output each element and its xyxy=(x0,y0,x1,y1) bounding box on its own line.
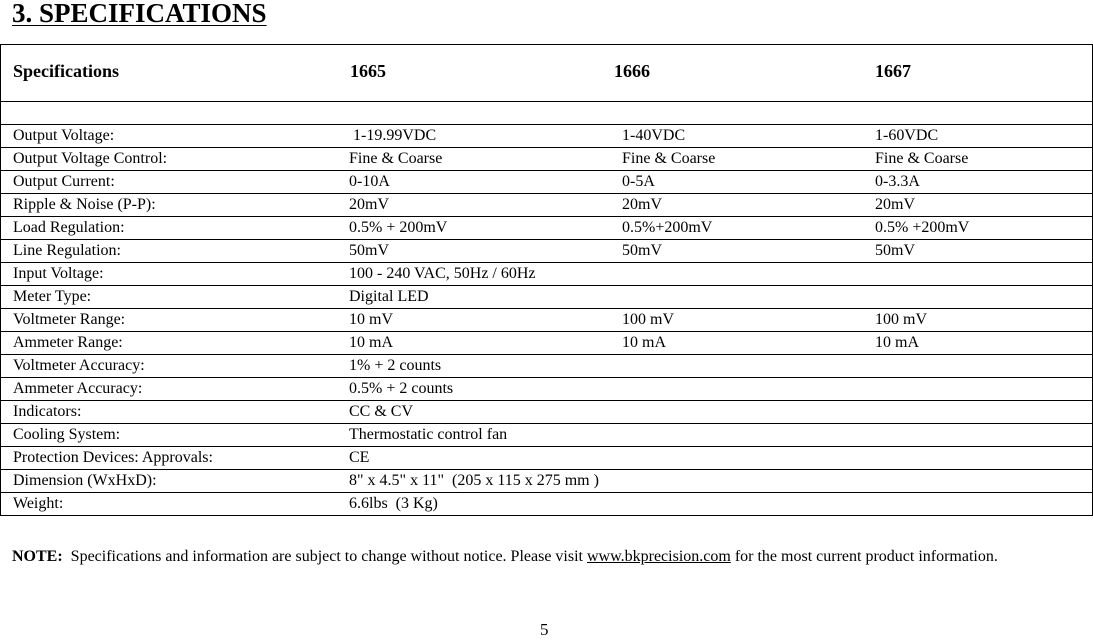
header-model-1667: 1667 xyxy=(875,61,911,81)
table-row xyxy=(1,240,1092,263)
spec-value: 20mV xyxy=(875,196,915,213)
header-model-1666: 1666 xyxy=(614,61,650,81)
table-row xyxy=(1,401,1092,424)
spec-value: 0-3.3A xyxy=(875,173,920,190)
note-text-after: for the most current product information. xyxy=(730,548,998,565)
note-text-before: Specifications and information are subject to change without notice. Please visit xyxy=(62,548,587,565)
spec-value: 1-40VDC xyxy=(622,127,686,144)
spec-label: Cooling System: xyxy=(13,426,121,443)
spec-value: 10 mV xyxy=(349,311,393,328)
note-label: NOTE: xyxy=(12,548,63,565)
spec-label: Line Regulation: xyxy=(13,242,121,259)
spec-label: Load Regulation: xyxy=(13,219,125,236)
spec-value: 50mV xyxy=(875,242,915,259)
spec-value: 0.5% + 200mV xyxy=(349,219,448,236)
spec-value: Fine & Coarse xyxy=(875,150,969,167)
table-row xyxy=(1,378,1092,401)
spec-value: CC & CV xyxy=(349,403,414,420)
bkprecision-link[interactable]: www.bkprecision.com xyxy=(586,548,731,565)
spec-value: 1-60VDC xyxy=(875,127,939,144)
spec-value: 0-10A xyxy=(349,173,390,190)
table-row xyxy=(1,263,1092,286)
table-body xyxy=(1,125,1092,515)
spec-value: 1% + 2 counts xyxy=(349,357,442,374)
spec-label: Ammeter Accuracy: xyxy=(13,380,143,397)
spec-label: Voltmeter Range: xyxy=(13,311,126,328)
spec-label: Output Voltage: xyxy=(13,127,115,144)
table-row xyxy=(1,125,1092,148)
spec-label: Dimension (WxHxD): xyxy=(13,472,157,489)
table-row xyxy=(1,148,1092,171)
spec-label: Ammeter Range: xyxy=(13,334,123,351)
spec-value: Digital LED xyxy=(349,288,429,305)
spec-value: 1-19.99VDC xyxy=(349,127,437,144)
spec-value: 100 - 240 VAC, 50Hz / 60Hz xyxy=(349,265,536,282)
spec-value: 50mV xyxy=(622,242,662,259)
spec-value: 8" x 4.5" x 11" (205 x 115 x 275 mm ) xyxy=(349,472,599,489)
spec-label: Weight: xyxy=(13,495,64,512)
spec-value: Thermostatic control fan xyxy=(349,426,508,443)
spec-value: 10 mA xyxy=(349,334,393,351)
table-row xyxy=(1,171,1092,194)
section-heading: 3. SPECIFICATIONS xyxy=(12,0,267,28)
page-number: 5 xyxy=(540,620,549,639)
spec-label: Output Voltage Control: xyxy=(13,150,168,167)
table-row xyxy=(1,309,1092,332)
table-row xyxy=(1,447,1092,470)
spec-value: 0.5%+200mV xyxy=(622,219,713,236)
spec-value: 10 mA xyxy=(875,334,919,351)
spec-label: Indicators: xyxy=(13,403,82,420)
spec-value: 0.5% +200mV xyxy=(875,219,970,236)
spec-label: Protection Devices: Approvals: xyxy=(13,449,213,466)
table-row xyxy=(1,217,1092,240)
table-row xyxy=(1,332,1092,355)
spec-value: Fine & Coarse xyxy=(622,150,716,167)
note-paragraph xyxy=(12,546,1082,568)
table-row xyxy=(1,470,1092,493)
spec-value: 0.5% + 2 counts xyxy=(349,380,454,397)
spec-label: Input Voltage: xyxy=(13,265,104,282)
table-row xyxy=(1,424,1092,447)
spec-value: 100 mV xyxy=(875,311,927,328)
table-row xyxy=(1,286,1092,309)
spec-label: Meter Type: xyxy=(13,288,92,305)
spec-value: 100 mV xyxy=(622,311,674,328)
spec-value: 0-5A xyxy=(622,173,655,190)
table-spacer-row xyxy=(1,102,1092,125)
spec-value: 50mV xyxy=(349,242,389,259)
spec-value: 20mV xyxy=(622,196,662,213)
spec-value: 20mV xyxy=(349,196,389,213)
spec-value: Fine & Coarse xyxy=(349,150,443,167)
spec-value: CE xyxy=(349,449,370,466)
spec-value: 10 mA xyxy=(622,334,666,351)
spec-label: Output Current: xyxy=(13,173,115,190)
specifications-table xyxy=(0,44,1093,516)
spec-label: Ripple & Noise (P-P): xyxy=(13,196,156,213)
spec-label: Voltmeter Accuracy: xyxy=(13,357,145,374)
header-specifications: Specifications xyxy=(13,61,119,81)
table-row xyxy=(1,493,1092,515)
header-model-1665: 1665 xyxy=(350,61,386,81)
table-header-row xyxy=(1,45,1092,102)
table-row xyxy=(1,355,1092,378)
table-row xyxy=(1,194,1092,217)
spec-value: 6.6lbs (3 Kg) xyxy=(349,495,438,512)
